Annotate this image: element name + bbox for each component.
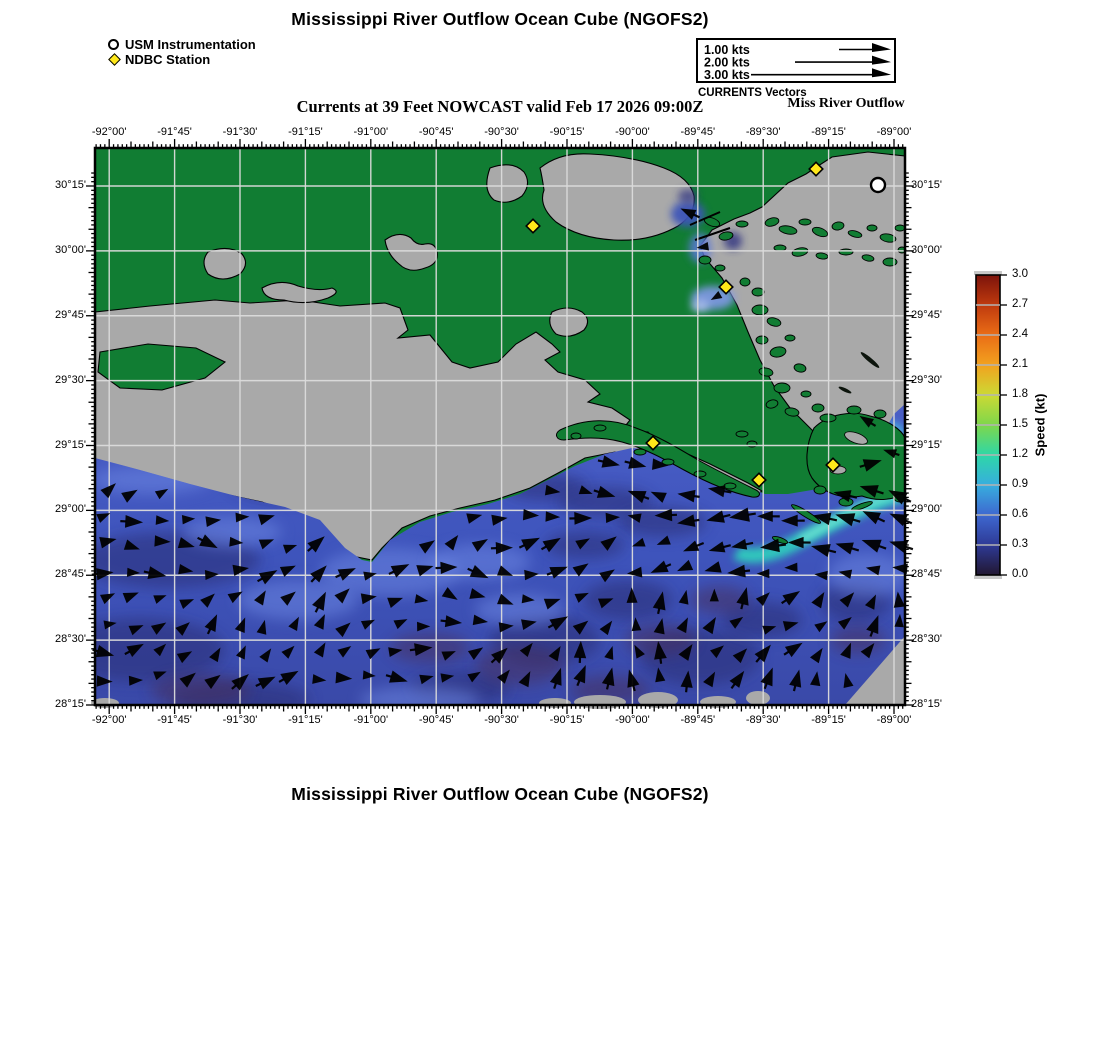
colorbar-title: Speed (kt) (1032, 393, 1048, 457)
x-axis-label-bottom: -89°00' (876, 714, 912, 726)
x-axis-label-bottom: -89°30' (745, 714, 781, 726)
colorbar-tick-label: 0.0 (1012, 567, 1028, 580)
y-axis-label-left: 29°15' (55, 438, 86, 451)
x-axis-label-top: -89°15' (811, 126, 846, 138)
x-axis-label-bottom: -91°00' (353, 714, 389, 726)
x-axis-label-bottom: -90°15' (549, 714, 585, 726)
x-axis-label-bottom: -91°45' (157, 714, 192, 726)
x-axis-label-top: -89°00' (876, 126, 912, 138)
estuary-current-patch (678, 189, 698, 203)
colorbar-tick-label: 1.2 (1012, 447, 1028, 460)
x-axis-label-top: -90°45' (418, 126, 454, 138)
scale-row-label: 3.00 kts (704, 68, 750, 81)
x-axis-label-bottom: -91°15' (288, 714, 323, 726)
y-axis-label-left: 28°30' (55, 633, 86, 646)
map-title-bottom: Mississippi River Outflow Ocean Cube (NGOFS2) (291, 784, 709, 804)
x-axis-label-top: -91°00' (353, 126, 389, 138)
y-axis-label-right: 30°15' (911, 179, 942, 191)
y-axis-label-left: 28°45' (55, 568, 86, 581)
colorbar-layer (974, 271, 1007, 579)
colorbar-tick-label: 2.4 (1012, 327, 1028, 340)
x-axis-label-top: -89°30' (745, 126, 781, 138)
y-axis-label-left: 29°30' (55, 373, 86, 386)
map-subtitle: Currents at 39 Feet NOWCAST valid Feb 17 2026 09:00Z (296, 97, 704, 116)
x-axis-label-bottom: -90°30' (484, 714, 519, 726)
colorbar-tick-label: 2.1 (1012, 357, 1028, 370)
y-axis-label-right: 29°30' (911, 373, 942, 386)
x-axis-label-top: -91°30' (222, 126, 258, 138)
y-axis-label-right: 29°15' (911, 438, 942, 451)
colorbar-tick-label: 0.6 (1012, 507, 1028, 520)
colorbar-tick-label: 3.0 (1012, 267, 1028, 280)
colorbar-tick-label: 0.9 (1012, 477, 1028, 490)
x-axis-label-bottom: -89°45' (680, 714, 716, 726)
x-axis-label-bottom: -92°00' (91, 714, 127, 726)
x-axis-label-top: -90°30' (484, 126, 519, 138)
x-axis-label-bottom: -89°15' (811, 714, 846, 726)
y-axis-label-left: 30°15' (55, 179, 86, 191)
x-axis-label-bottom: -91°30' (222, 714, 258, 726)
x-axis-label-top: -90°00' (615, 126, 650, 138)
x-axis-label-bottom: -90°00' (615, 714, 650, 726)
y-axis-label-right: 29°00' (911, 503, 942, 516)
x-axis-label-top: -90°15' (549, 126, 585, 138)
y-axis-label-left: 29°00' (55, 503, 86, 516)
x-axis-label-top: -91°45' (157, 126, 192, 138)
y-axis-label-left: 28°15' (55, 698, 86, 710)
x-axis-label-top: -92°00' (91, 126, 127, 138)
colorbar-tick-label: 1.5 (1012, 417, 1028, 430)
region-label: Miss River Outflow (787, 96, 905, 111)
x-axis-label-top: -91°15' (288, 126, 323, 138)
colorbar-tick-label: 1.8 (1012, 387, 1028, 400)
y-axis-label-right: 28°30' (911, 633, 942, 646)
scale-row-label: 2.00 kts (704, 55, 750, 70)
colorbar-tick-label: 0.3 (1012, 537, 1028, 550)
y-axis-label-right: 29°45' (911, 308, 942, 321)
legend-ndbc-label: NDBC Station (125, 52, 211, 67)
y-axis-label-right: 28°45' (911, 568, 942, 581)
colorbar-tick-label: 2.7 (1012, 297, 1028, 310)
estuary-current-patch (691, 300, 709, 312)
y-axis-label-right: 30°00' (911, 243, 942, 256)
y-axis-label-right: 28°15' (911, 698, 942, 710)
x-axis-label-bottom: -90°45' (418, 714, 454, 726)
map-title-top: Mississippi River Outflow Ocean Cube (NGOFS2) (291, 9, 709, 29)
vector-scale-caption: CURRENTS Vectors (698, 87, 807, 99)
legend-usm-label: USM Instrumentation (125, 37, 256, 52)
x-axis-label-top: -89°45' (680, 126, 716, 138)
y-axis-label-left: 30°00' (55, 243, 86, 256)
scale-row-label: 1.00 kts (704, 43, 750, 57)
usm-instrumentation-marker[interactable] (871, 178, 885, 192)
y-axis-label-left: 29°45' (55, 308, 86, 321)
